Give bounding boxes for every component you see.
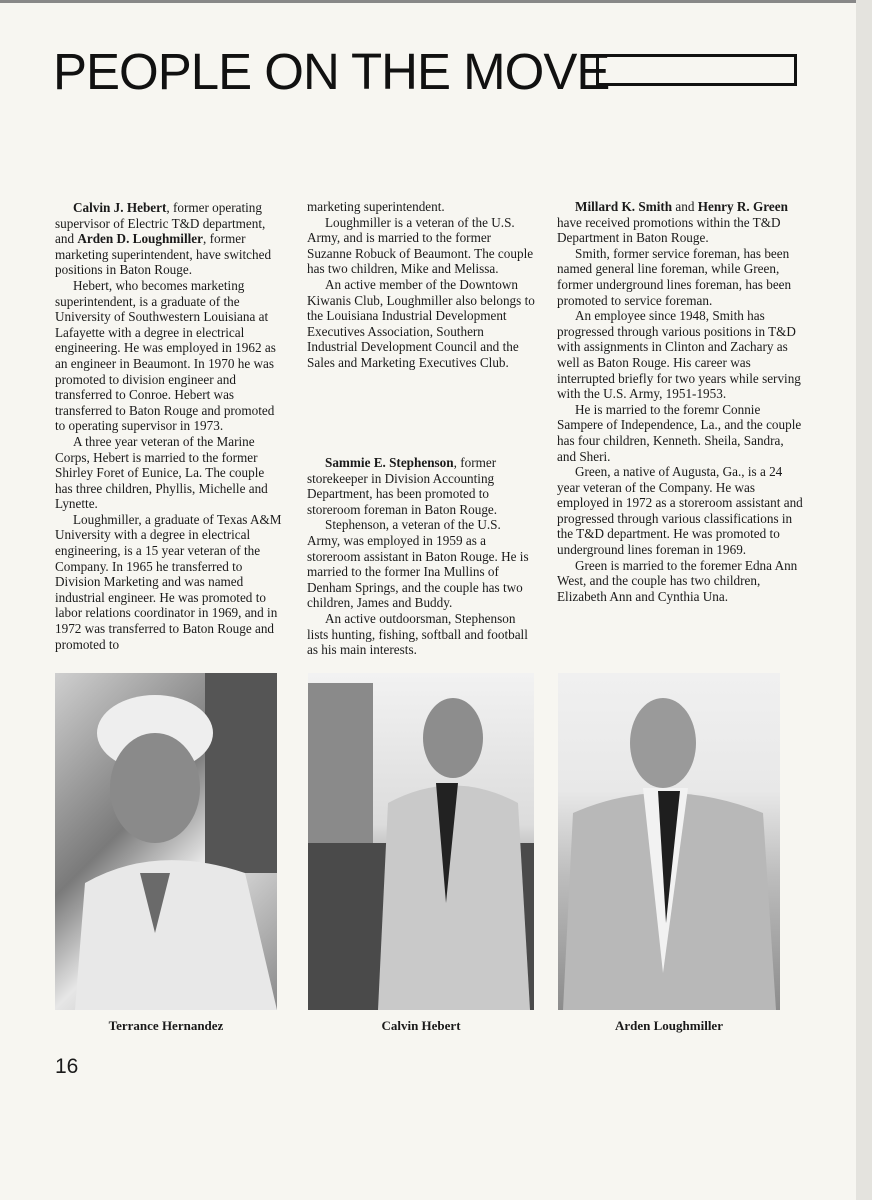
article-stephenson xyxy=(307,455,535,658)
paragraph: Green, a native of Augusta, Ga., is a 24 year veteran of the Company. He was employed in 1972 as a storeroom assistant and progressed through various classifications in the T&D department. He was promoted to underground lines foreman in 1969. xyxy=(557,464,803,558)
text: , former storekeeper in Division Accounting Department, has been promoted to storeroom foreman in Baton Rouge. xyxy=(307,455,498,517)
title-box-decoration xyxy=(596,54,797,86)
article-column-3 xyxy=(557,199,803,604)
text: , former operating supervisor of Electric T&D department, and xyxy=(55,200,266,247)
paragraph: An employee since 1948, Smith has progressed through various positions in T&D with assignments in Clinton and Zachary as well as Baton Rouge. His career was interrupted briefly for two years while serving with the U.S. Army, 1951-1953. xyxy=(557,308,801,402)
text: have received promotions within the T&D Department in Baton Rouge. xyxy=(557,214,781,246)
paragraph: Smith, former service foreman, has been named general line foreman, while Green, former underground lines foreman, has been promoted to service foreman. xyxy=(557,245,792,308)
person-name: Calvin J. Hebert xyxy=(73,200,167,215)
text: and xyxy=(672,199,698,214)
photo-terrance-hernandez xyxy=(55,673,277,1010)
paragraph: Hebert, who becomes marketing superintendent, is a graduate of the University of Southwestern Louisiana at Lafayette with a degree in electrical engineering. He was employed in 1962 as an engineer in Beaumont. In 1970 he was promoted to division engineer and transferred to Conroe. Hebert was transferred to Baton Rouge and promoted to operating supervisor in 1973. xyxy=(55,277,276,434)
photo-caption: Terrance Hernandez xyxy=(108,1018,224,1033)
person-name: Millard K. Smith xyxy=(575,199,673,214)
paragraph xyxy=(557,199,803,246)
person-name: Henry R. Green xyxy=(697,199,788,214)
portrait-hardhat-man xyxy=(55,673,277,1010)
scan-edge xyxy=(0,0,872,3)
article-column-2 xyxy=(307,199,535,371)
page-title: PEOPLE ON THE MOVE xyxy=(53,43,610,100)
paragraph: Green is married to the foremer Edna Ann West, and the couple has two children, Elizabeth Ann and Cynthia Una. xyxy=(557,557,798,604)
page-number: 16 xyxy=(55,1055,79,1078)
paragraph xyxy=(307,455,535,517)
portrait-man-in-plaid xyxy=(558,673,780,1010)
paragraph: Loughmiller is a veteran of the U.S. Army, and is married to the former Suzanne Robuck of Beaumont. The couple has two children, Mike and Melissa. xyxy=(307,214,534,277)
paragraph xyxy=(55,200,283,278)
paragraph: He is married to the foremr Connie Sampere of Independence, La., and the couple has four children, Kenneth. Sheila, Sandra, and Sheri. xyxy=(557,401,802,464)
text: , former marketing superintendent, have switched positions in Baton Rouge. xyxy=(55,231,272,278)
photo-caption: Arden Loughmiller xyxy=(615,1018,723,1033)
paragraph: An active outdoorsman, Stephenson lists hunting, fishing, softball and football as his main interests. xyxy=(307,610,528,658)
paragraph: A three year veteran of the Marine Corps, Hebert is married to the former Shirley Foret of Eunice, La. The couple has three children, Phyllis, Michelle and Lynette. xyxy=(55,433,268,512)
article-column-1 xyxy=(55,200,283,652)
photo-calvin-hebert xyxy=(308,673,534,1010)
photo-caption: Calvin Hebert xyxy=(381,1018,461,1033)
paragraph: An active member of the Downtown Kiwanis Club, Loughmiller also belongs to the Louisiana Industrial Development Executives Association, Southern Industrial Development Council and the Sales and Marketing Executives Club. xyxy=(307,276,535,370)
paragraph: marketing superintendent. xyxy=(307,199,445,214)
photo-arden-loughmiller xyxy=(558,673,780,1010)
person-name: Arden D. Loughmiller xyxy=(77,231,203,247)
page-edge xyxy=(856,0,872,1200)
person-name: Sammie E. Stephenson xyxy=(325,455,454,470)
paragraph: Loughmiller, a graduate of Texas A&M University with a degree in electrical engineering, is a 15 year veteran of the Company. In 1965 he transferred to Division Marketing and was named industrial engineer. He was promoted to labor relations coordinator in 1969, and in 1972 was transferred to Baton Rouge and promoted to xyxy=(55,511,282,652)
paragraph: Stephenson, a veteran of the U.S. Army, was employed in 1959 as a storeroom assistant in Baton Rouge. He is married to the former Ina Mullins of Denham Springs, and the couple has two children, James and Buddy. xyxy=(307,517,529,611)
portrait-man-with-building xyxy=(308,673,534,1010)
